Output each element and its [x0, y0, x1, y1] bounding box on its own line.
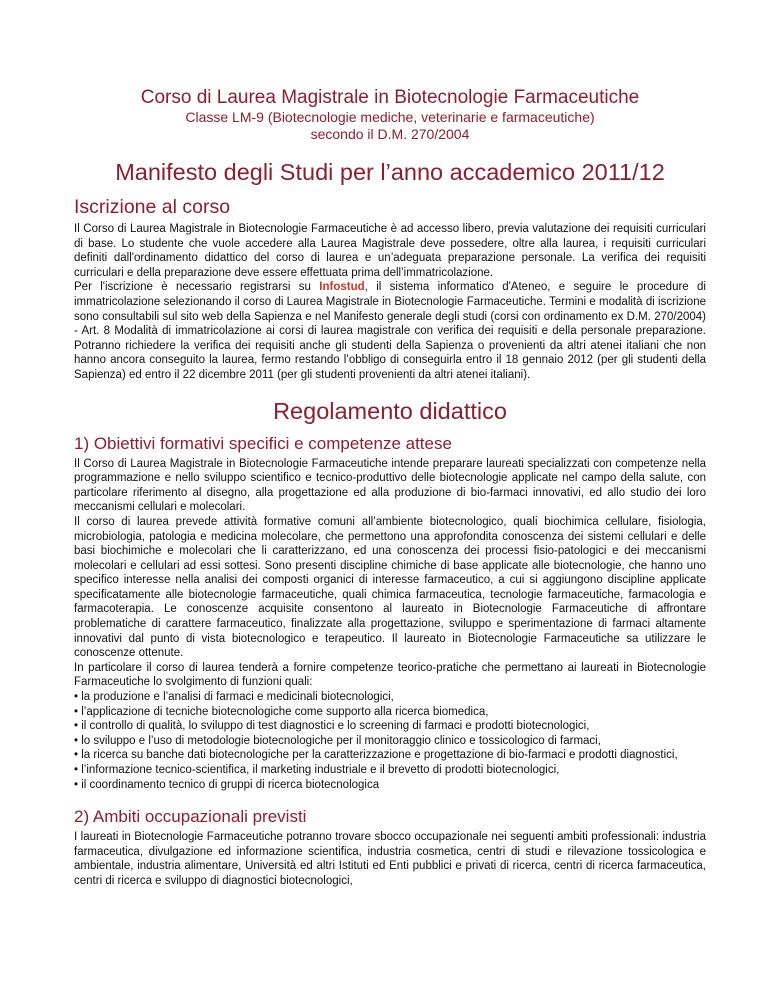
list-item: • l’informazione tecnico-scientifica, il marketing industriale e il brevetto di prodotti biotecnologici,: [74, 763, 706, 778]
obiettivi-paragraph-2: Il corso di laurea prevede attività formative comuni all’ambiente biotecnologico, quali biochimica cellulare, fisiologia, microbiologia, patologia e medicina molecolare, che permettono una approfondita conoscenza dei sistemi cellulari e delle basi biochimiche e molecolari che li caratterizzano, ed una conoscenza dei processi fisio-patologici e dei meccanismi molecolari e cellulari ad essi sottesi. Sono presenti discipline chimiche di base applicate alle biotecnologie, che hanno uno specifico interesse nella analisi dei composti organici di interesse farmaceutico, a cui si aggiungono discipline applicate specificatamente alle biotecnologie farmaceutiche, quali chimica farmaceutica, tecnologie farmaceutiche, farmacologia e farmacoterapia. Le conoscenze acquisite consentono al laureato in Biotecnologie Farmaceutiche di affrontare problematiche di carattere farmaceutico, finalizzate alla progettazione, sviluppo e sperimentazione di farmaci altamente innovativi dal punto di vista biotecnologico e terapeutico. Il laureato in Biotecnologie Farmaceutiche sa utilizzare le conoscenze ottenute.: [74, 515, 706, 660]
obiettivi-bullet-list: [74, 690, 706, 792]
manifesto-title: Manifesto degli Studi per l’anno accademico 2011/12: [115, 159, 665, 185]
obiettivi-title: 1) Obiettivi formativi specifici e competenze attese: [74, 433, 452, 453]
list-item: • la produzione e l’analisi di farmaci e medicinali biotecnologici,: [74, 690, 706, 705]
iscrizione-section: [74, 196, 706, 383]
obiettivi-paragraph-3: In particolare il corso di laurea tenderà a fornire competenze teorico-pratiche che permettano ai laureati in Biotecnologie Farmaceutiche lo svolgimento di funzioni quali:: [74, 661, 706, 689]
list-item: • l’applicazione di tecniche biotecnologiche come supporto alla ricerca biomedica,: [74, 705, 706, 720]
document-header: [74, 86, 706, 143]
ambiti-title: 2) Ambiti occupazionali previsti: [74, 807, 307, 827]
list-item: • lo sviluppo e l’uso di metodologie biotecnologiche per il monitoraggio clinico e tossicologico di farmaci,: [74, 734, 706, 749]
regolamento-title: Regolamento didattico: [273, 397, 507, 424]
iscrizione-p2-before: Per l'iscrizione è necessario registrarsi su: [74, 281, 320, 294]
course-title: Corso di Laurea Magistrale in Biotecnologie Farmaceutiche: [140, 87, 640, 108]
iscrizione-p2-after: , il sistema informatico d'Ateneo, e seguire le procedure di immatricolazione selezionando il corso di Laurea Magistrale in Biotecnologie Farmaceutiche. Termini e modalità di iscrizione sono consultabili sul sito web della Sapienza e nel Manifesto generale degli studi (corsi con ordinamento ex D.M. 270/2004) - Art. 8 Modalità di immatricolazione ai corsi di laurea magistrale con verifica dei requisiti e della personale preparazione. Potranno richiedere la verifica dei requisiti anche gli studenti della Sapienza o provenienti da altri atenei italiani che non hanno ancora conseguito la laurea, fermo restando l’obbligo di conseguirla entro il 18 gennaio 2012 (per gli studenti della Sapienza) ed entro il 22 dicembre 2011 (per gli studenti provenienti da altri atenei italiani).: [74, 281, 706, 381]
iscrizione-paragraph-2: [74, 280, 706, 382]
list-item: • la ricerca su banche dati biotecnologiche per la caratterizzazione e progettazione di bio-farmaci e prodotti diagnostici,: [74, 748, 706, 763]
ambiti-section: [74, 806, 706, 888]
class-line: Classe LM-9 (Biotecnologie mediche, veterinarie e farmaceutiche): [185, 109, 595, 125]
decree-line: secondo il D.M. 270/2004: [310, 126, 470, 142]
infostud-link[interactable]: Infostud: [319, 281, 365, 294]
obiettivi-section: [74, 433, 706, 793]
list-item: • il coordinamento tecnico di gruppi di ricerca biotecnologica: [74, 778, 706, 793]
obiettivi-paragraph-1: Il Corso di Laurea Magistrale in Biotecnologie Farmaceutiche intende preparare laureati specializzati con competenze nella programmazione e nello sviluppo scientifico e tecnico-produttivo delle biotecnologie applicate nel campo della salute, con particolare riferimento al disegno, alla progettazione ed alla produzione di bio-farmaci innovativi, ed allo studio dei loro meccanismi cellulari e molecolari.: [74, 457, 706, 514]
ambiti-paragraph-1: I laureati in Biotecnologie Farmaceutiche potranno trovare sbocco occupazionale nei seguenti ambiti professionali: industria farmaceutica, divulgazione ed informazione scientifica, industria cosmetica, centri di studi e rilevazione tossicologica e ambientale, industria alimentare, Università ed altri Istituti ed Enti pubblici e privati di ricerca, centri di ricerca farmaceutica, centri di ricerca e sviluppo di diagnostici biotecnologici,: [74, 831, 706, 887]
iscrizione-title: Iscrizione al corso: [74, 196, 231, 218]
list-item: • il controllo di qualità, lo sviluppo di test diagnostici e lo screening di farmaci e prodotti biotecnologici,: [74, 719, 706, 734]
iscrizione-paragraph-1: Il Corso di Laurea Magistrale in Biotecnologie Farmaceutiche è ad accesso libero, previa valutazione dei requisiti curriculari di base. Lo studente che vuole accedere alla Laurea Magistrale deve possedere, oltre alla laurea, i requisiti curriculari definiti dall'ordinamento didattico del corso di laurea e un’adeguata preparazione personale. La verifica dei requisiti curriculari e della preparazione deve essere effettuata prima dell’immatricolazione.: [74, 223, 706, 279]
